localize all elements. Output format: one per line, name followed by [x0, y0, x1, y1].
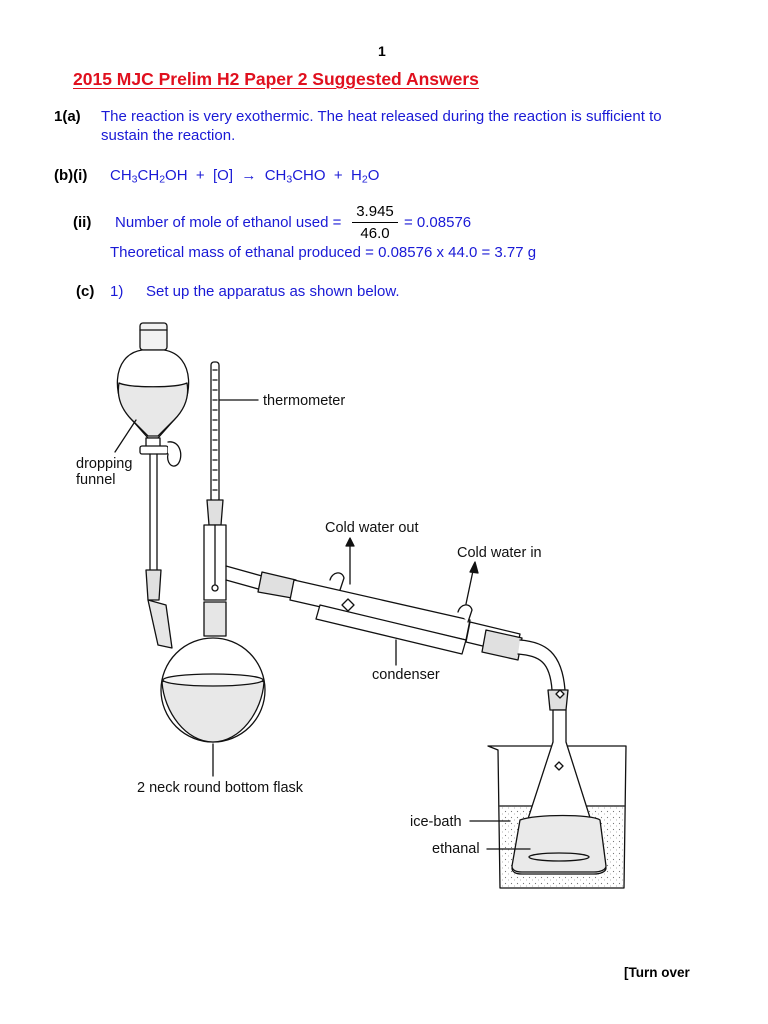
q1a-line2: sustain the reaction.: [101, 127, 236, 144]
still-head: [226, 566, 296, 598]
label-cold-water-in: Cold water in: [457, 545, 542, 561]
footer-turn-over: [Turn over: [624, 965, 690, 980]
round-bottom-flask: [148, 600, 265, 742]
moles-result: = 0.08576: [404, 214, 472, 231]
label-ethanal: ethanal: [432, 841, 480, 857]
label-flask: 2 neck round bottom flask: [137, 780, 304, 796]
reactant-oxidant: [O]: [212, 167, 233, 184]
q1a-label: 1(a): [54, 108, 81, 125]
mass-text: Theoretical mass of ethanal produced = 0.08576 x 44.0 = 3.77 g: [110, 244, 537, 261]
plus-sign: +: [333, 167, 343, 184]
ice-bath-beaker: [488, 710, 626, 888]
arrow-icon: →: [241, 167, 257, 184]
q1c-label: (c): [76, 283, 95, 300]
label-condenser: condenser: [372, 667, 440, 683]
fraction-denominator: 46.0: [360, 225, 390, 242]
page-number: 1: [378, 43, 386, 59]
q1a-line1: The reaction is very exothermic. The heat released during the reaction is sufficient to: [101, 108, 662, 125]
moles-text: Number of mole of ethanol used =: [115, 214, 342, 231]
product-water: $H_2O$: [351, 167, 380, 186]
reactant-ethanol: $CH_3CH_2OH$: [110, 167, 188, 186]
q1c-step-text: Set up the apparatus as shown below.: [146, 283, 400, 300]
thermometer: [204, 362, 226, 600]
page-title: 2015 MJC Prelim H2 Paper 2 Suggested Answers: [73, 69, 479, 89]
label-ice-bath: ice-bath: [410, 814, 462, 830]
label-cold-water-out: Cold water out: [325, 520, 419, 536]
product-ethanal: $CH_3CHO$: [264, 167, 326, 186]
q1c-step-number: 1): [110, 283, 124, 300]
label-dropping-funnel-line1: dropping: [76, 456, 133, 472]
condenser: [290, 573, 568, 710]
plus-sign: +: [195, 167, 205, 184]
fraction-numerator: 3.945: [356, 203, 394, 220]
q1bii-label: (ii): [73, 214, 92, 231]
q1bi-label: (b)(i): [54, 167, 88, 184]
label-thermometer: thermometer: [263, 393, 346, 409]
label-dropping-funnel-line2: funnel: [76, 472, 116, 488]
